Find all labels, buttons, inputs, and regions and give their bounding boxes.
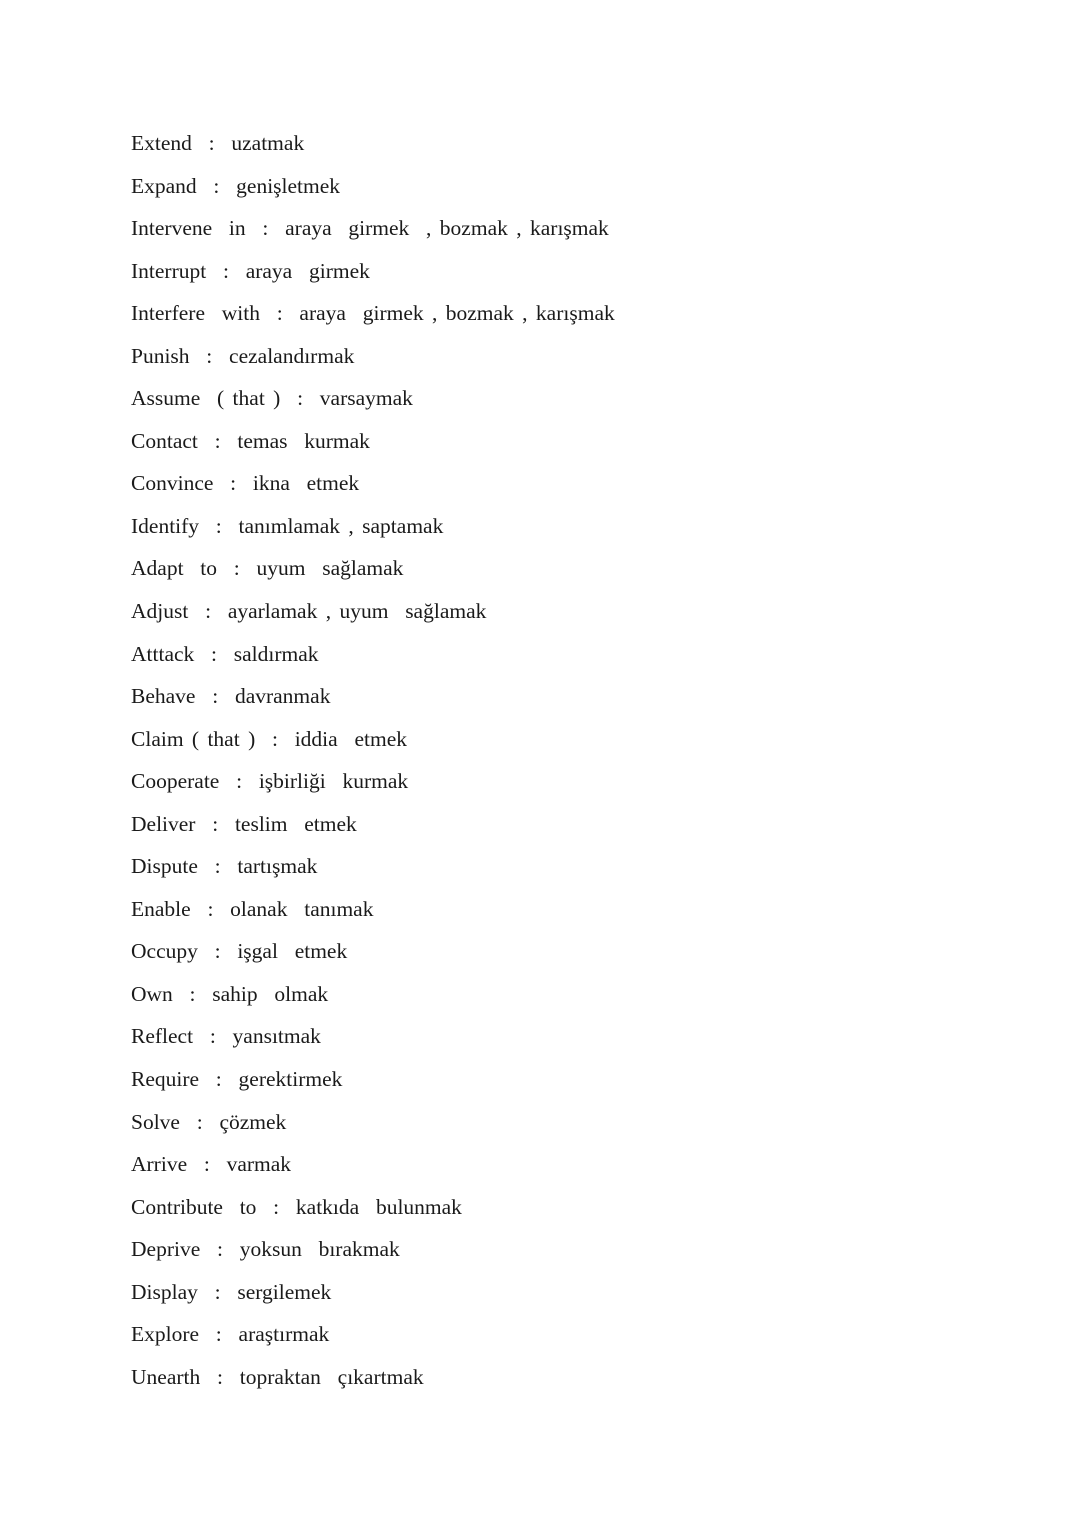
vocab-line: Deprive : yoksun bırakmak — [131, 1237, 400, 1262]
vocab-line: Occupy : işgal etmek — [131, 939, 348, 964]
vocab-line: Enable : olanak tanımak — [131, 896, 374, 921]
vocab-line: Adjust : ayarlamak , uyum sağlamak — [131, 599, 487, 624]
vocab-line: Convince : ikna etmek — [131, 471, 360, 496]
vocab-line: Cooperate : işbirliği kurmak — [131, 769, 409, 794]
vocab-line: Display : sergilemek — [131, 1279, 332, 1304]
vocab-line: Deliver : teslim etmek — [131, 811, 357, 836]
vocab-line: Behave : davranmak — [131, 684, 331, 709]
vocab-line: Solve : çözmek — [131, 1109, 287, 1134]
vocab-line: Interrupt : araya girmek — [131, 258, 370, 283]
vocab-line: Adapt to : uyum sağlamak — [131, 556, 404, 581]
vocab-line: Atttack : saldırmak — [131, 641, 319, 666]
vocab-line: Dispute : tartışmak — [131, 854, 318, 879]
vocab-line: Identify : tanımlamak , saptamak — [131, 513, 444, 538]
vocab-line: Arrive : varmak — [131, 1152, 292, 1177]
vocab-line: Claim ( that ) : iddia etmek — [131, 726, 407, 751]
vocab-line: Unearth : topraktan çıkartmak — [131, 1364, 424, 1389]
vocab-line: Expand : genişletmek — [131, 173, 341, 198]
vocab-line: Interfere with : araya girmek , bozmak , karışmak — [131, 301, 615, 326]
vocab-line: Punish : cezalandırmak — [131, 343, 355, 368]
vocab-line: Extend : uzatmak — [131, 131, 305, 155]
vocab-line: Explore : araştırmak — [131, 1322, 330, 1347]
vocabulary-list — [131, 122, 615, 1398]
vocab-line: Reflect : yansıtmak — [131, 1024, 321, 1049]
vocab-line: Intervene in : araya girmek , bozmak , karışmak — [131, 216, 609, 241]
vocab-line: Require : gerektirmek — [131, 1067, 343, 1092]
vocab-line: Contribute to : katkıda bulunmak — [131, 1194, 462, 1219]
vocab-line: Assume ( that ) : varsaymak — [131, 386, 413, 411]
vocab-line: Contact : temas kurmak — [131, 428, 370, 453]
vocab-line: Own : sahip olmak — [131, 981, 329, 1006]
